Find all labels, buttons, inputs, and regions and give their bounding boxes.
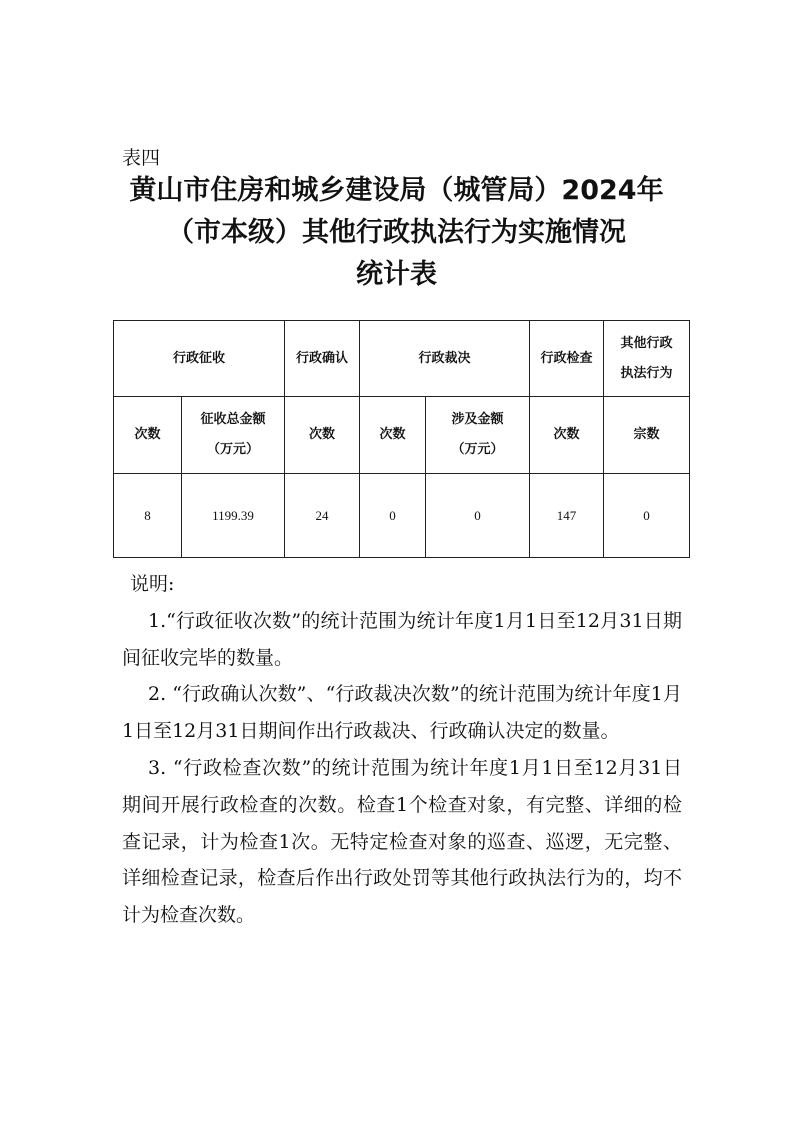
- subheader-ruling-amount: [426, 397, 530, 474]
- subheader-levy-count: 次数: [114, 397, 182, 474]
- title-line-1: 黄山市住房和城乡建设局（城管局）2024年: [129, 175, 664, 206]
- header-ruling: 行政裁决: [360, 321, 530, 397]
- subheader-other-cases: 宗数: [604, 397, 690, 474]
- value-other-cases: 0: [604, 474, 690, 558]
- subheader-ruling-amount-line2: （万元）: [451, 442, 504, 457]
- header-other-line1: 其他行政: [620, 335, 673, 351]
- subheader-levy-amount-line2: （万元）: [207, 442, 260, 457]
- title-line-2: （市本级）其他行政执法行为实施情况: [167, 217, 626, 248]
- subheader-confirm-count: 次数: [285, 397, 360, 474]
- note-item: 1.“行政征收次数”的统计范围为统计年度1月1日至12月31日期间征收完毕的数量。: [122, 609, 682, 669]
- note-item: 2. “行政确认次数”、“行政裁决次数”的统计范围为统计年度1月1日至12月31日期间作出行政裁决、行政确认决定的数量。: [122, 683, 682, 743]
- table-sub-header-row: [114, 397, 690, 474]
- value-ruling-count: 0: [360, 474, 426, 558]
- header-other: [604, 321, 690, 397]
- value-inspect-count: 147: [530, 474, 604, 558]
- header-other-line2: 执法行为: [620, 365, 673, 381]
- header-inspect: 行政检查: [530, 321, 604, 397]
- subheader-ruling-amount-line1: 涉及金额: [451, 412, 504, 427]
- notes-section: [122, 566, 682, 934]
- table-row: [114, 474, 690, 558]
- subheader-inspect-count: 次数: [530, 397, 604, 474]
- table-label: 表四: [122, 147, 161, 169]
- document-title: [90, 170, 703, 296]
- notes-heading: 说明:: [130, 573, 175, 595]
- header-confirm: 行政确认: [285, 321, 360, 397]
- table-group-header-row: [114, 321, 690, 397]
- statistics-table: [113, 320, 690, 558]
- subheader-ruling-count: 次数: [360, 397, 426, 474]
- title-line-3: 统计表: [356, 259, 437, 290]
- subheader-levy-amount: [182, 397, 285, 474]
- note-item: 3. “行政检查次数”的统计范围为统计年度1月1日至12月31日期间开展行政检查的次数。检查1个检查对象，有完整、详细的检查记录，计为检查1次。无特定检查对象的巡查、巡逻，无完整、详细检查记录，检查后作出行政处罚等其他行政执法行为的，均不计为检查次数。: [122, 756, 682, 927]
- subheader-levy-amount-line1: 征收总金额: [200, 412, 266, 427]
- value-confirm-count: 24: [285, 474, 360, 558]
- value-ruling-amount: 0: [426, 474, 530, 558]
- header-levy: 行政征收: [114, 321, 285, 397]
- value-levy-count: 8: [114, 474, 182, 558]
- value-levy-amount: 1199.39: [182, 474, 285, 558]
